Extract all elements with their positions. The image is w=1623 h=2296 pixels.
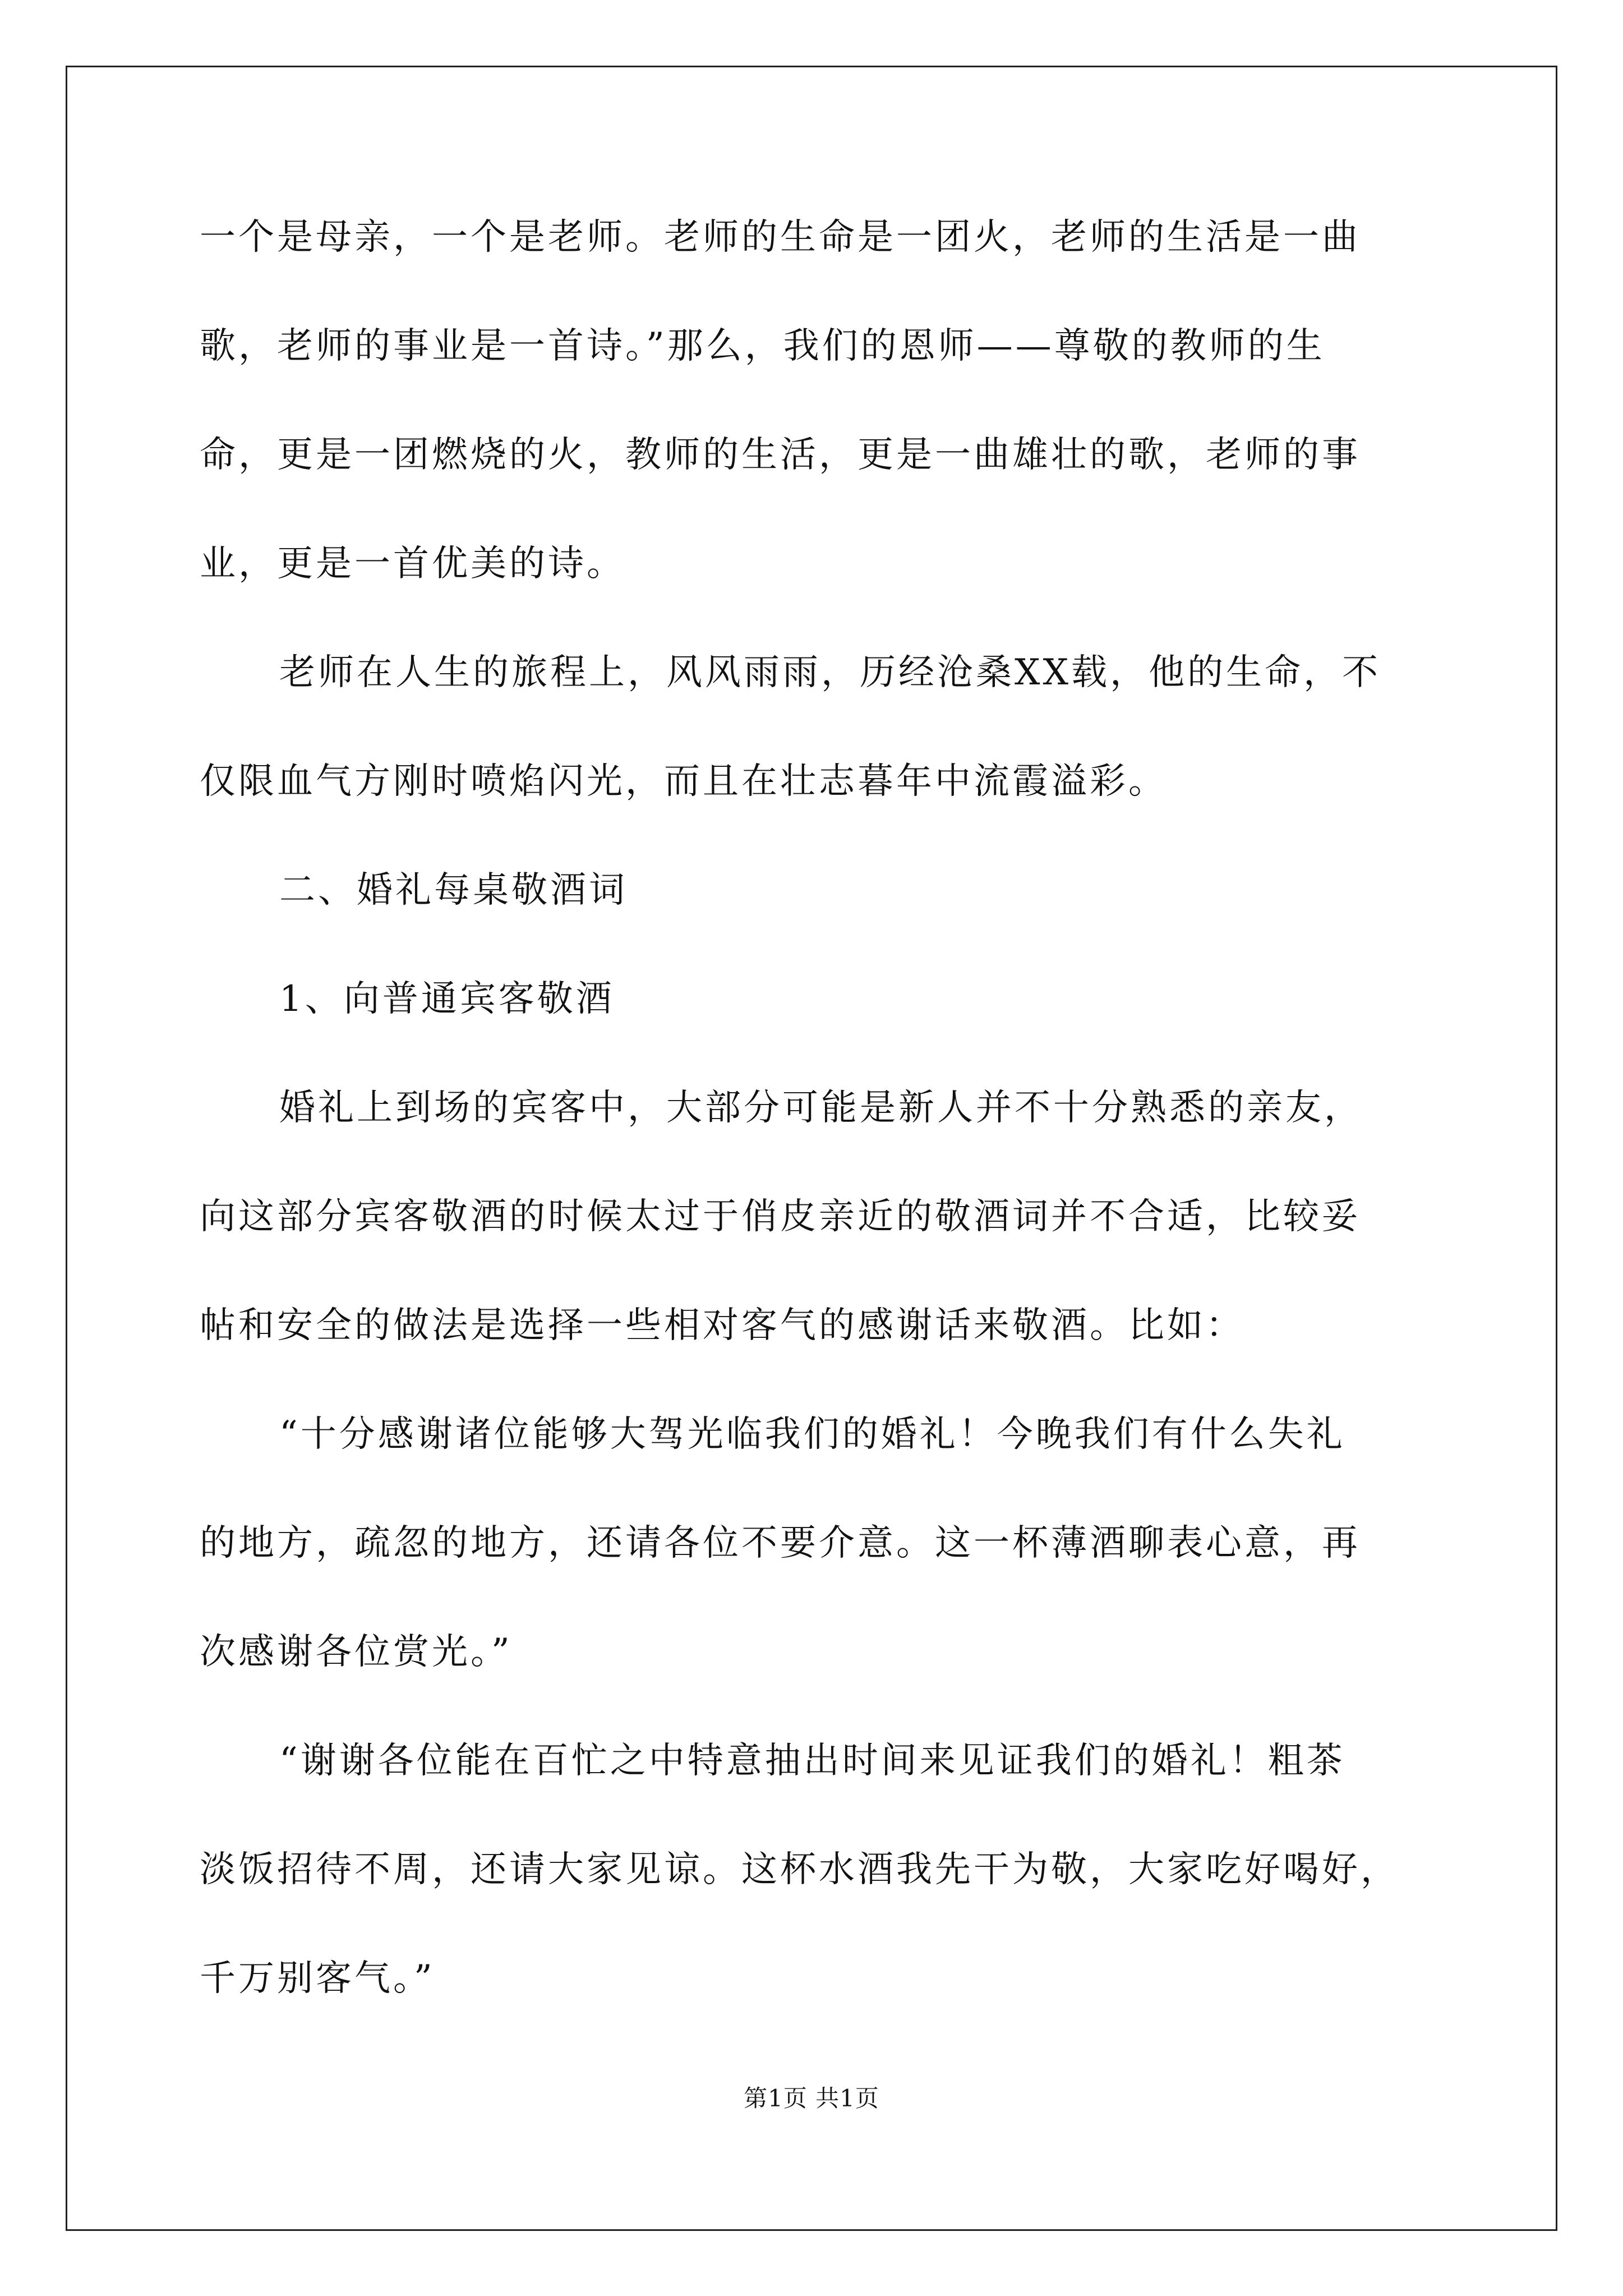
text-line: 命，更是一团燃烧的火，教师的生活，更是一曲雄壮的歌，老师的事 [200,434,1361,476]
text-line: 一个是母亲，一个是老师。老师的生命是一团火，老师的生活是一曲 [200,217,1361,258]
paragraph-first-line: 婚礼上到场的宾客中，大部分可能是新人并不十分熟悉的亲友， [279,1087,1363,1129]
text-line: 仅限血气方刚时喷焰闪光，而且在壮志暮年中流霞溢彩。 [200,761,1167,802]
section-heading: 二、婚礼每桌敬酒词 [279,869,628,911]
text-line: 的地方，疏忽的地方，还请各位不要介意。这一杯薄酒聊表心意，再 [200,1522,1361,1564]
text-line: 歌，老师的事业是一首诗。”那么，我们的恩师——尊敬的教师的生 [200,325,1325,367]
text-line: 业，更是一首优美的诗。 [200,543,625,585]
text-line: 千万别客气。” [200,1958,435,1999]
text-line: 向这部分宾客敬酒的时候太过于俏皮亲近的敬酒词并不合适，比较妥 [200,1196,1361,1237]
page-number-footer: 第1页 共1页 [744,2085,879,2112]
subsection-heading: 1、向普通宾客敬酒 [279,978,615,1020]
text-line: 次感谢各位赏光。” [200,1631,513,1673]
quote-first-line: “十分感谢诸位能够大驾光临我们的婚礼！今晚我们有什么失礼 [279,1414,1345,1455]
page-border [66,66,1557,2231]
text-line: 帖和安全的做法是选择一些相对客气的感谢话来敬酒。比如： [200,1305,1244,1346]
text-line: 淡饭招待不周，还请大家见谅。这杯水酒我先干为敬，大家吃好喝好， [200,1849,1399,1890]
quote-first-line: “谢谢各位能在百忙之中特意抽出时间来见证我们的婚礼！粗茶 [279,1740,1345,1782]
paragraph-first-line: 老师在人生的旅程上，风风雨雨，历经沧桑XX载，他的生命，不 [279,652,1381,693]
